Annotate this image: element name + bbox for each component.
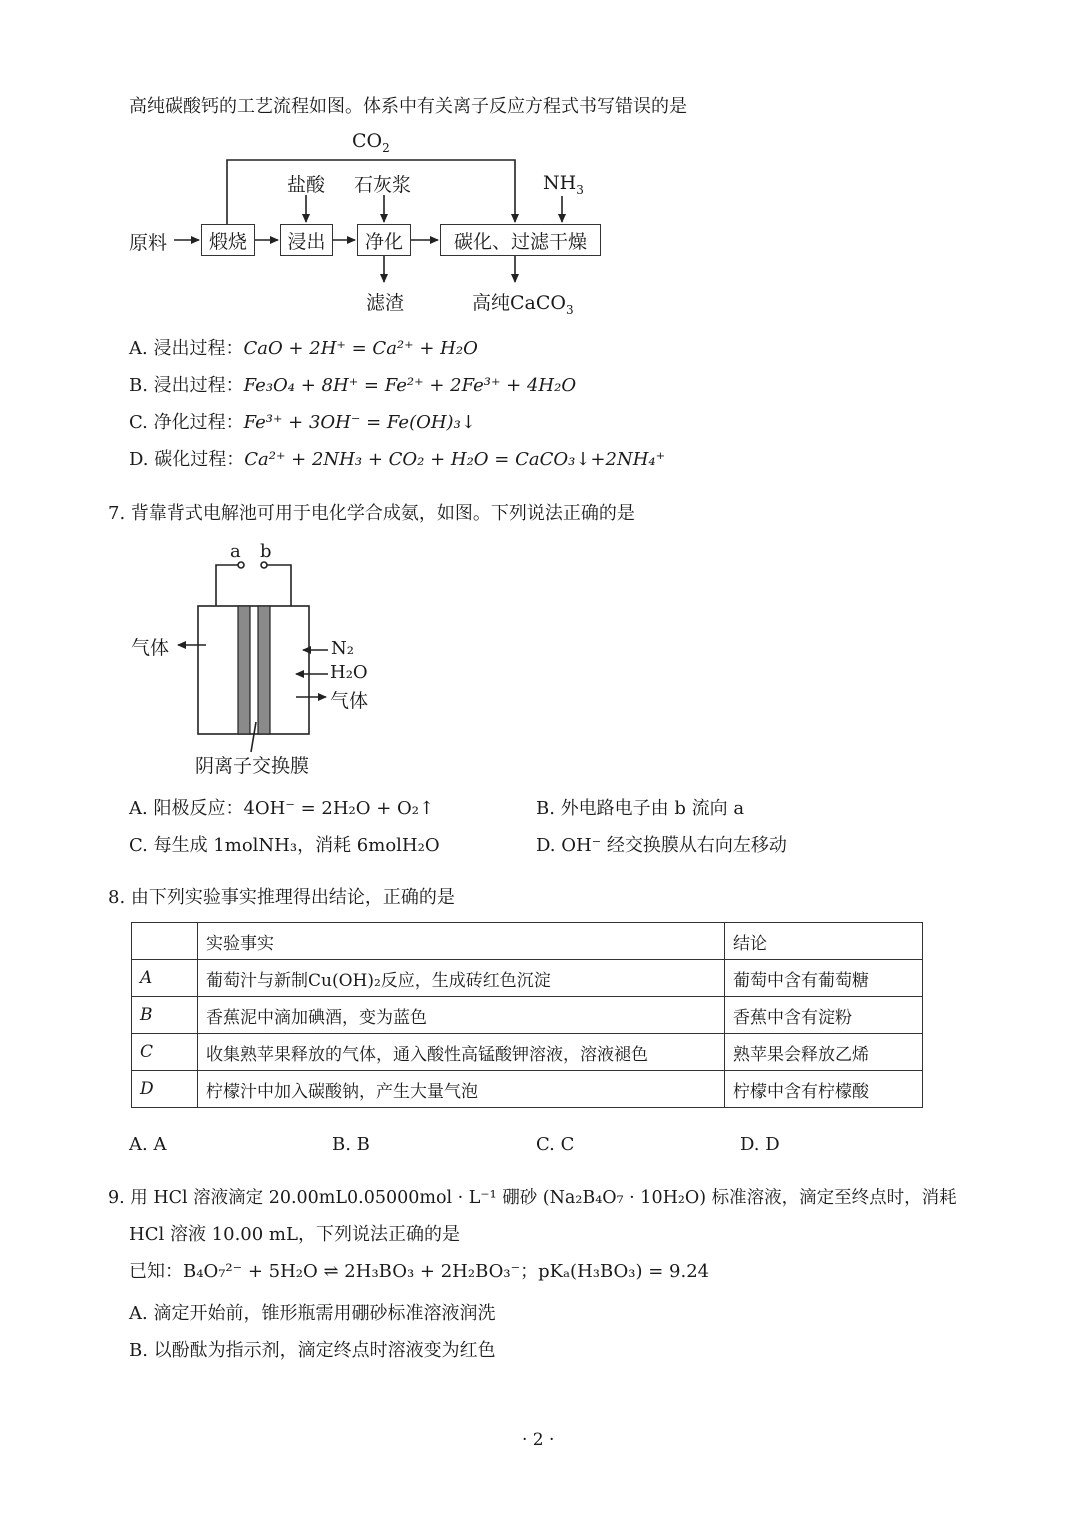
table-row xyxy=(132,960,923,997)
table-cell: 收集熟苹果释放的气体，通入酸性高锰酸钾溶液，溶液褪色 xyxy=(198,1034,725,1071)
q7-stem: 7. 背靠背式电解池可用于电化学合成氨，如图。下列说法正确的是 xyxy=(108,503,635,524)
q8-stem: 8. 由下列实验事实推理得出结论，正确的是 xyxy=(108,887,455,908)
table-cell: 熟苹果会释放乙烯 xyxy=(725,1034,923,1071)
q6-option-b: B. 浸出过程：Fe₃O₄ + 8H⁺ = Fe²⁺ + 2Fe³⁺ + 4H₂O xyxy=(129,375,577,396)
table-row xyxy=(132,1071,923,1108)
flow-residue-label: 滤渣 xyxy=(366,292,405,314)
flow-hcl-label: 盐酸 xyxy=(287,174,326,196)
terminal-b-label: b xyxy=(260,541,272,562)
table-header-cell: 实验事实 xyxy=(198,923,725,960)
q8-option-c: C. C xyxy=(536,1134,575,1155)
flow-co2-label: $CO_2$ xyxy=(352,130,390,155)
table-cell: A xyxy=(132,960,198,997)
table-row xyxy=(132,997,923,1034)
table-cell: 柠檬汁中加入碳酸钠，产生大量气泡 xyxy=(198,1071,725,1108)
gas-right-label: 气体 xyxy=(330,690,369,712)
flow-product-label: 高纯CaCO$_3$ xyxy=(472,292,574,317)
q8-option-d: D. D xyxy=(740,1134,780,1155)
q9-stem-line2: HCl 溶液 10.00 mL，下列说法正确的是 xyxy=(129,1224,460,1245)
q7-option-b: B. 外电路电子由 b 流向 a xyxy=(536,798,745,819)
membrane-label: 阴离子交换膜 xyxy=(195,755,310,777)
table-cell: C xyxy=(132,1034,198,1071)
table-cell: D xyxy=(132,1071,198,1108)
flow-lime-label: 石灰浆 xyxy=(354,174,412,196)
flow-box-calcine: 煅烧 xyxy=(201,224,255,256)
q9-known: 已知：B₄O₇²⁻ + 5H₂O ⇌ 2H₃BO₃ + 2H₂BO₃⁻；pKₐ(H₃BO₃) = 9.24 xyxy=(129,1261,710,1282)
q6-option-c: C. 净化过程：Fe³⁺ + 3OH⁻ = Fe(OH)₃↓ xyxy=(129,412,476,433)
table-header-row xyxy=(132,923,923,960)
table-cell: 葡萄汁与新制Cu(OH)₂反应，生成砖红色沉淀 xyxy=(198,960,725,997)
q7-option-c: C. 每生成 1molNH₃，消耗 6molH₂O xyxy=(129,835,440,856)
q6-stem: 高纯碳酸钙的工艺流程如图。体系中有关离子反应方程式书写错误的是 xyxy=(129,96,687,117)
table-header-cell xyxy=(132,923,198,960)
q7-option-a: A. 阳极反应：4OH⁻ = 2H₂O + O₂↑ xyxy=(129,798,435,819)
flow-raw-label: 原料 xyxy=(129,232,168,254)
table-cell: 柠檬中含有柠檬酸 xyxy=(725,1071,923,1108)
q9-option-a: A. 滴定开始前，锥形瓶需用硼砂标准溶液润洗 xyxy=(129,1303,496,1324)
flow-box-purify: 净化 xyxy=(357,224,411,256)
table-header-cell: 结论 xyxy=(725,923,923,960)
n2-label: N₂ xyxy=(331,638,354,659)
q6-option-a: A. 浸出过程：CaO + 2H⁺ = Ca²⁺ + H₂O xyxy=(129,338,478,359)
q9-stem-line1: 9. 用 HCl 溶液滴定 20.00mL0.05000mol · L⁻¹ 硼砂 (Na₂B₄O₇ · 10H₂O) 标准溶液，滴定至终点时，消耗 xyxy=(108,1188,957,1208)
flow-box-leach: 浸出 xyxy=(280,224,333,256)
table-cell: 香蕉泥中滴加碘酒，变为蓝色 xyxy=(198,997,725,1034)
q8-table xyxy=(131,922,923,1108)
q8-option-b: B. B xyxy=(332,1134,370,1155)
h2o-label: H₂O xyxy=(330,662,368,683)
q9-option-b: B. 以酚酞为指示剂，滴定终点时溶液变为红色 xyxy=(129,1340,496,1361)
table-row xyxy=(132,1034,923,1071)
page-number: · 2 · xyxy=(522,1430,555,1450)
flow-box-carbonize: 碳化、过滤干燥 xyxy=(440,224,601,256)
table-cell: 香蕉中含有淀粉 xyxy=(725,997,923,1034)
terminal-a-label: a xyxy=(230,541,241,562)
table-cell: 葡萄中含有葡萄糖 xyxy=(725,960,923,997)
q8-option-a: A. A xyxy=(129,1134,167,1155)
table-cell: B xyxy=(132,997,198,1034)
gas-left-label: 气体 xyxy=(131,637,170,659)
flow-nh3-label: $NH_3$ xyxy=(543,172,584,197)
q6-option-d: D. 碳化过程：Ca²⁺ + 2NH₃ + CO₂ + H₂O = CaCO₃↓+2NH₄⁺ xyxy=(129,449,666,470)
q7-option-d: D. OH⁻ 经交换膜从右向左移动 xyxy=(536,835,787,856)
